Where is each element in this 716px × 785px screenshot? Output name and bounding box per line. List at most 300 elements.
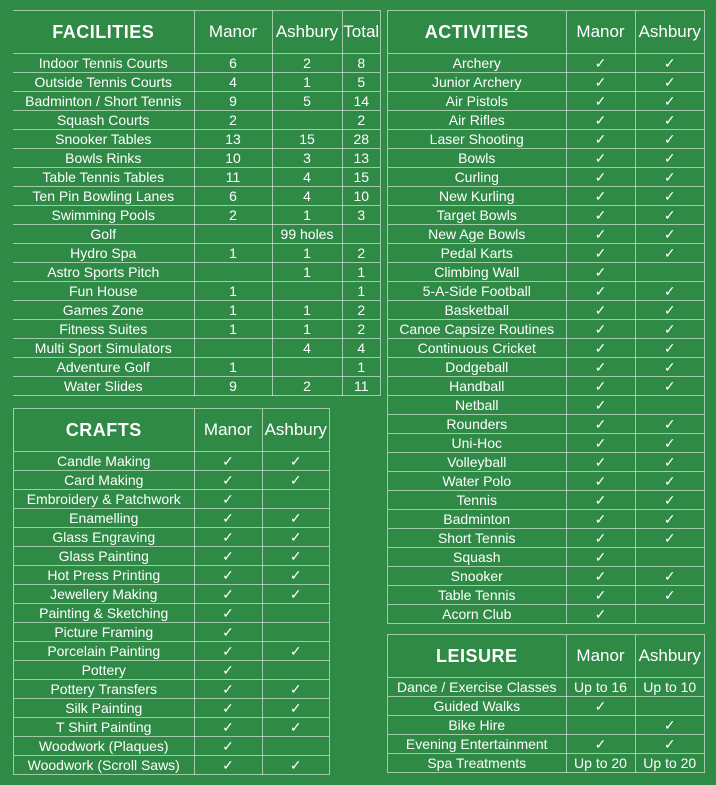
facility-ashbury-cell: 1 (272, 263, 342, 282)
facility-row (13, 130, 380, 149)
activity-ashbury-cell: ✓ (635, 510, 704, 529)
activity-name-cell: Tennis (388, 491, 566, 510)
activity-name-cell: Dodgeball (388, 358, 566, 377)
activity-manor-cell: ✓ (566, 586, 635, 605)
facility-total-cell: 1 (342, 358, 380, 377)
activity-ashbury-cell: ✓ (635, 282, 704, 301)
craft-name-cell: Glass Painting (14, 547, 194, 566)
facility-row (13, 320, 380, 339)
facility-name-cell: Multi Sport Simulators (13, 339, 194, 358)
activity-row (388, 111, 704, 130)
activity-ashbury-cell: ✓ (635, 73, 704, 92)
activity-name-cell: Canoe Capsize Routines (388, 320, 566, 339)
craft-ashbury-cell: ✓ (262, 528, 329, 547)
facility-name-cell: Water Slides (13, 377, 194, 396)
facility-total-cell: 3 (342, 206, 380, 225)
craft-ashbury-cell: ✓ (262, 452, 329, 471)
activity-row (388, 149, 704, 168)
facility-ashbury-cell: 5 (272, 92, 342, 111)
craft-manor-cell: ✓ (194, 566, 262, 585)
craft-row (14, 547, 329, 566)
leisure-ashbury-cell: Up to 20 (635, 754, 704, 773)
craft-ashbury-cell (262, 604, 329, 623)
activity-manor-cell: ✓ (566, 263, 635, 282)
facility-total-cell: 28 (342, 130, 380, 149)
facility-name-cell: Badminton / Short Tennis (13, 92, 194, 111)
leisure-row (388, 735, 704, 754)
activity-ashbury-cell: ✓ (635, 92, 704, 111)
activity-name-cell: Air Rifles (388, 111, 566, 130)
craft-name-cell: Porcelain Painting (14, 642, 194, 661)
activity-manor-cell: ✓ (566, 491, 635, 510)
facility-row (13, 149, 380, 168)
facility-name-cell: Squash Courts (13, 111, 194, 130)
facilities-col-ashbury: Ashbury (272, 11, 342, 54)
activity-manor-cell: ✓ (566, 529, 635, 548)
crafts-title: CRAFTS (14, 409, 194, 452)
facility-total-cell: 4 (342, 339, 380, 358)
craft-row (14, 661, 329, 680)
facility-total-cell: 8 (342, 54, 380, 73)
activity-row (388, 472, 704, 491)
craft-row (14, 471, 329, 490)
facility-total-cell: 1 (342, 263, 380, 282)
activity-name-cell: Badminton (388, 510, 566, 529)
facility-name-cell: Games Zone (13, 301, 194, 320)
leisure-manor-cell: Up to 20 (566, 754, 635, 773)
activity-ashbury-cell: ✓ (635, 168, 704, 187)
activity-row (388, 396, 704, 415)
craft-name-cell: Painting & Sketching (14, 604, 194, 623)
facility-total-cell: 13 (342, 149, 380, 168)
craft-row (14, 680, 329, 699)
crafts-table (14, 409, 329, 775)
activity-ashbury-cell: ✓ (635, 320, 704, 339)
activity-name-cell: Pedal Karts (388, 244, 566, 263)
activity-row (388, 605, 704, 624)
facility-ashbury-cell: 4 (272, 187, 342, 206)
activity-ashbury-cell: ✓ (635, 244, 704, 263)
facility-name-cell: Table Tennis Tables (13, 168, 194, 187)
facility-row (13, 339, 380, 358)
facility-manor-cell (194, 263, 272, 282)
craft-row (14, 737, 329, 756)
craft-row (14, 585, 329, 604)
facility-manor-cell: 2 (194, 111, 272, 130)
facility-manor-cell: 1 (194, 282, 272, 301)
facility-row (13, 282, 380, 301)
facility-name-cell: Indoor Tennis Courts (13, 54, 194, 73)
facility-ashbury-cell: 1 (272, 206, 342, 225)
activity-manor-cell: ✓ (566, 320, 635, 339)
facility-ashbury-cell: 2 (272, 54, 342, 73)
facility-manor-cell: 2 (194, 206, 272, 225)
activity-ashbury-cell (635, 548, 704, 567)
activity-name-cell: Climbing Wall (388, 263, 566, 282)
facility-ashbury-cell: 3 (272, 149, 342, 168)
facility-total-cell: 11 (342, 377, 380, 396)
craft-row (14, 566, 329, 585)
facility-name-cell: Fitness Suites (13, 320, 194, 339)
activity-ashbury-cell: ✓ (635, 206, 704, 225)
activity-name-cell: Uni-Hoc (388, 434, 566, 453)
facility-ashbury-cell: 15 (272, 130, 342, 149)
activity-name-cell: Handball (388, 377, 566, 396)
craft-manor-cell: ✓ (194, 585, 262, 604)
activity-row (388, 529, 704, 548)
craft-row (14, 642, 329, 661)
activity-manor-cell: ✓ (566, 149, 635, 168)
craft-name-cell: Hot Press Printing (14, 566, 194, 585)
facility-ashbury-cell: 4 (272, 339, 342, 358)
craft-ashbury-cell: ✓ (262, 642, 329, 661)
activity-ashbury-cell: ✓ (635, 567, 704, 586)
facility-name-cell: Ten Pin Bowling Lanes (13, 187, 194, 206)
activity-row (388, 206, 704, 225)
activity-name-cell: Basketball (388, 301, 566, 320)
facility-row (13, 301, 380, 320)
craft-row (14, 528, 329, 547)
facility-ashbury-cell: 2 (272, 377, 342, 396)
activity-manor-cell: ✓ (566, 548, 635, 567)
activities-body (388, 54, 704, 624)
activity-row (388, 282, 704, 301)
facility-manor-cell: 10 (194, 149, 272, 168)
activity-row (388, 377, 704, 396)
leisure-header-row (388, 635, 704, 678)
leisure-col-manor: Manor (566, 635, 635, 678)
activity-row (388, 301, 704, 320)
facility-row (13, 187, 380, 206)
craft-row (14, 452, 329, 471)
activity-row (388, 339, 704, 358)
activity-row (388, 586, 704, 605)
facility-row (13, 263, 380, 282)
facility-row (13, 206, 380, 225)
activity-manor-cell: ✓ (566, 168, 635, 187)
facilities-title: FACILITIES (13, 11, 194, 54)
craft-name-cell: Pottery (14, 661, 194, 680)
facility-total-cell: 2 (342, 244, 380, 263)
facility-ashbury-cell: 1 (272, 73, 342, 92)
facility-row (13, 92, 380, 111)
craft-row (14, 490, 329, 509)
facility-row (13, 54, 380, 73)
craft-name-cell: T Shirt Painting (14, 718, 194, 737)
activity-ashbury-cell (635, 605, 704, 624)
facility-manor-cell: 9 (194, 92, 272, 111)
craft-ashbury-cell: ✓ (262, 680, 329, 699)
facility-name-cell: Outside Tennis Courts (13, 73, 194, 92)
activity-name-cell: 5-A-Side Football (388, 282, 566, 301)
craft-manor-cell: ✓ (194, 718, 262, 737)
activity-manor-cell: ✓ (566, 510, 635, 529)
facility-total-cell (342, 225, 380, 244)
activity-row (388, 491, 704, 510)
leisure-body (388, 678, 704, 773)
activities-col-ashbury: Ashbury (635, 11, 704, 54)
facility-manor-cell: 4 (194, 73, 272, 92)
activity-row (388, 548, 704, 567)
facility-total-cell: 10 (342, 187, 380, 206)
activity-name-cell: Short Tennis (388, 529, 566, 548)
activities-panel (387, 10, 705, 624)
crafts-panel (13, 408, 330, 775)
activity-ashbury-cell: ✓ (635, 130, 704, 149)
activity-ashbury-cell: ✓ (635, 377, 704, 396)
activity-ashbury-cell: ✓ (635, 54, 704, 73)
facilities-col-total: Total (342, 11, 380, 54)
craft-name-cell: Card Making (14, 471, 194, 490)
activity-ashbury-cell (635, 396, 704, 415)
facility-total-cell: 2 (342, 320, 380, 339)
activity-name-cell: Curling (388, 168, 566, 187)
facility-row (13, 377, 380, 396)
activity-name-cell: Bowls (388, 149, 566, 168)
activity-manor-cell: ✓ (566, 130, 635, 149)
facility-ashbury-cell: 4 (272, 168, 342, 187)
facility-name-cell: Fun House (13, 282, 194, 301)
facility-ashbury-cell: 1 (272, 301, 342, 320)
leisure-title: LEISURE (388, 635, 566, 678)
activity-name-cell: Table Tennis (388, 586, 566, 605)
leisure-name-cell: Bike Hire (388, 716, 566, 735)
activity-name-cell: Snooker (388, 567, 566, 586)
craft-manor-cell: ✓ (194, 623, 262, 642)
facility-manor-cell (194, 225, 272, 244)
leisure-row (388, 678, 704, 697)
activity-row (388, 187, 704, 206)
facility-total-cell: 2 (342, 111, 380, 130)
facility-name-cell: Astro Sports Pitch (13, 263, 194, 282)
activity-name-cell: Junior Archery (388, 73, 566, 92)
craft-ashbury-cell (262, 490, 329, 509)
facility-manor-cell: 1 (194, 358, 272, 377)
craft-name-cell: Glass Engraving (14, 528, 194, 547)
activity-name-cell: Target Bowls (388, 206, 566, 225)
crafts-body (14, 452, 329, 775)
activity-manor-cell: ✓ (566, 187, 635, 206)
facilities-body (13, 54, 380, 396)
activity-row (388, 244, 704, 263)
facility-total-cell: 5 (342, 73, 380, 92)
activity-ashbury-cell: ✓ (635, 453, 704, 472)
craft-name-cell: Jewellery Making (14, 585, 194, 604)
facility-manor-cell: 1 (194, 301, 272, 320)
leisure-ashbury-cell: Up to 10 (635, 678, 704, 697)
activity-row (388, 434, 704, 453)
facility-manor-cell: 13 (194, 130, 272, 149)
activity-ashbury-cell: ✓ (635, 415, 704, 434)
facilities-header-row (13, 11, 380, 54)
facilities-panel (13, 10, 381, 396)
activity-manor-cell: ✓ (566, 301, 635, 320)
facility-name-cell: Golf (13, 225, 194, 244)
leisure-row (388, 716, 704, 735)
leisure-manor-cell: ✓ (566, 735, 635, 754)
activity-manor-cell: ✓ (566, 282, 635, 301)
craft-name-cell: Candle Making (14, 452, 194, 471)
craft-manor-cell: ✓ (194, 452, 262, 471)
craft-name-cell: Silk Painting (14, 699, 194, 718)
activity-name-cell: Squash (388, 548, 566, 567)
activity-manor-cell: ✓ (566, 453, 635, 472)
activity-ashbury-cell: ✓ (635, 472, 704, 491)
craft-row (14, 718, 329, 737)
activity-manor-cell: ✓ (566, 73, 635, 92)
craft-ashbury-cell: ✓ (262, 471, 329, 490)
facility-ashbury-cell: 1 (272, 320, 342, 339)
craft-name-cell: Woodwork (Plaques) (14, 737, 194, 756)
activity-manor-cell: ✓ (566, 415, 635, 434)
activity-manor-cell: ✓ (566, 111, 635, 130)
activity-ashbury-cell: ✓ (635, 187, 704, 206)
leisure-name-cell: Spa Treatments (388, 754, 566, 773)
facility-row (13, 168, 380, 187)
activities-title: ACTIVITIES (388, 11, 566, 54)
activity-manor-cell: ✓ (566, 434, 635, 453)
craft-row (14, 756, 329, 775)
facility-ashbury-cell: 99 holes (272, 225, 342, 244)
crafts-header-row (14, 409, 329, 452)
facility-row (13, 73, 380, 92)
craft-ashbury-cell: ✓ (262, 547, 329, 566)
activity-ashbury-cell: ✓ (635, 586, 704, 605)
activity-name-cell: Archery (388, 54, 566, 73)
leisure-name-cell: Evening Entertainment (388, 735, 566, 754)
facility-manor-cell (194, 339, 272, 358)
craft-ashbury-cell: ✓ (262, 585, 329, 604)
facility-name-cell: Snooker Tables (13, 130, 194, 149)
leisure-panel (387, 634, 705, 773)
activity-ashbury-cell: ✓ (635, 358, 704, 377)
facility-total-cell: 14 (342, 92, 380, 111)
activities-col-manor: Manor (566, 11, 635, 54)
craft-ashbury-cell (262, 623, 329, 642)
activity-row (388, 92, 704, 111)
activity-ashbury-cell: ✓ (635, 225, 704, 244)
activity-row (388, 358, 704, 377)
activity-row (388, 54, 704, 73)
facility-row (13, 244, 380, 263)
craft-manor-cell: ✓ (194, 737, 262, 756)
facility-manor-cell: 1 (194, 320, 272, 339)
facilities-col-manor: Manor (194, 11, 272, 54)
facility-row (13, 111, 380, 130)
activity-ashbury-cell: ✓ (635, 434, 704, 453)
facility-manor-cell: 1 (194, 244, 272, 263)
activity-ashbury-cell: ✓ (635, 111, 704, 130)
activity-row (388, 453, 704, 472)
craft-manor-cell: ✓ (194, 661, 262, 680)
crafts-col-ashbury: Ashbury (262, 409, 329, 452)
craft-name-cell: Enamelling (14, 509, 194, 528)
activity-name-cell: Acorn Club (388, 605, 566, 624)
facility-manor-cell: 6 (194, 54, 272, 73)
leisure-ashbury-cell (635, 697, 704, 716)
craft-row (14, 623, 329, 642)
facility-total-cell: 15 (342, 168, 380, 187)
facility-manor-cell: 9 (194, 377, 272, 396)
facility-manor-cell: 6 (194, 187, 272, 206)
craft-ashbury-cell: ✓ (262, 509, 329, 528)
craft-manor-cell: ✓ (194, 680, 262, 699)
facility-total-cell: 1 (342, 282, 380, 301)
activity-manor-cell: ✓ (566, 92, 635, 111)
leisure-ashbury-cell: ✓ (635, 716, 704, 735)
leisure-manor-cell: Up to 16 (566, 678, 635, 697)
craft-manor-cell: ✓ (194, 490, 262, 509)
craft-row (14, 699, 329, 718)
activity-name-cell: Rounders (388, 415, 566, 434)
activity-manor-cell: ✓ (566, 358, 635, 377)
leisure-table (388, 635, 704, 773)
leisure-name-cell: Guided Walks (388, 697, 566, 716)
craft-manor-cell: ✓ (194, 642, 262, 661)
activity-row (388, 130, 704, 149)
activity-row (388, 567, 704, 586)
craft-name-cell: Woodwork (Scroll Saws) (14, 756, 194, 775)
craft-ashbury-cell: ✓ (262, 756, 329, 775)
facility-name-cell: Swimming Pools (13, 206, 194, 225)
craft-name-cell: Pottery Transfers (14, 680, 194, 699)
leisure-manor-cell: ✓ (566, 697, 635, 716)
activity-manor-cell: ✓ (566, 206, 635, 225)
craft-ashbury-cell: ✓ (262, 718, 329, 737)
activity-name-cell: Water Polo (388, 472, 566, 491)
leisure-row (388, 754, 704, 773)
activity-row (388, 510, 704, 529)
craft-manor-cell: ✓ (194, 509, 262, 528)
craft-manor-cell: ✓ (194, 471, 262, 490)
facility-manor-cell: 11 (194, 168, 272, 187)
activity-ashbury-cell: ✓ (635, 301, 704, 320)
craft-row (14, 509, 329, 528)
facility-ashbury-cell (272, 282, 342, 301)
activity-name-cell: Air Pistols (388, 92, 566, 111)
facility-row (13, 358, 380, 377)
craft-ashbury-cell: ✓ (262, 699, 329, 718)
activity-manor-cell: ✓ (566, 225, 635, 244)
activity-ashbury-cell: ✓ (635, 529, 704, 548)
activity-row (388, 168, 704, 187)
activity-manor-cell: ✓ (566, 377, 635, 396)
activity-name-cell: Continuous Cricket (388, 339, 566, 358)
activity-row (388, 225, 704, 244)
craft-ashbury-cell (262, 661, 329, 680)
craft-manor-cell: ✓ (194, 604, 262, 623)
facility-row (13, 225, 380, 244)
activity-manor-cell: ✓ (566, 54, 635, 73)
activity-ashbury-cell: ✓ (635, 149, 704, 168)
craft-manor-cell: ✓ (194, 547, 262, 566)
activity-name-cell: Laser Shooting (388, 130, 566, 149)
activity-ashbury-cell (635, 263, 704, 282)
leisure-name-cell: Dance / Exercise Classes (388, 678, 566, 697)
activity-row (388, 263, 704, 282)
facility-ashbury-cell: 1 (272, 244, 342, 263)
activities-table (388, 11, 704, 624)
facilities-table (13, 11, 380, 396)
activity-name-cell: Netball (388, 396, 566, 415)
facility-name-cell: Adventure Golf (13, 358, 194, 377)
craft-name-cell: Picture Framing (14, 623, 194, 642)
activity-manor-cell: ✓ (566, 472, 635, 491)
leisure-col-ashbury: Ashbury (635, 635, 704, 678)
activity-manor-cell: ✓ (566, 396, 635, 415)
leisure-ashbury-cell: ✓ (635, 735, 704, 754)
craft-manor-cell: ✓ (194, 699, 262, 718)
